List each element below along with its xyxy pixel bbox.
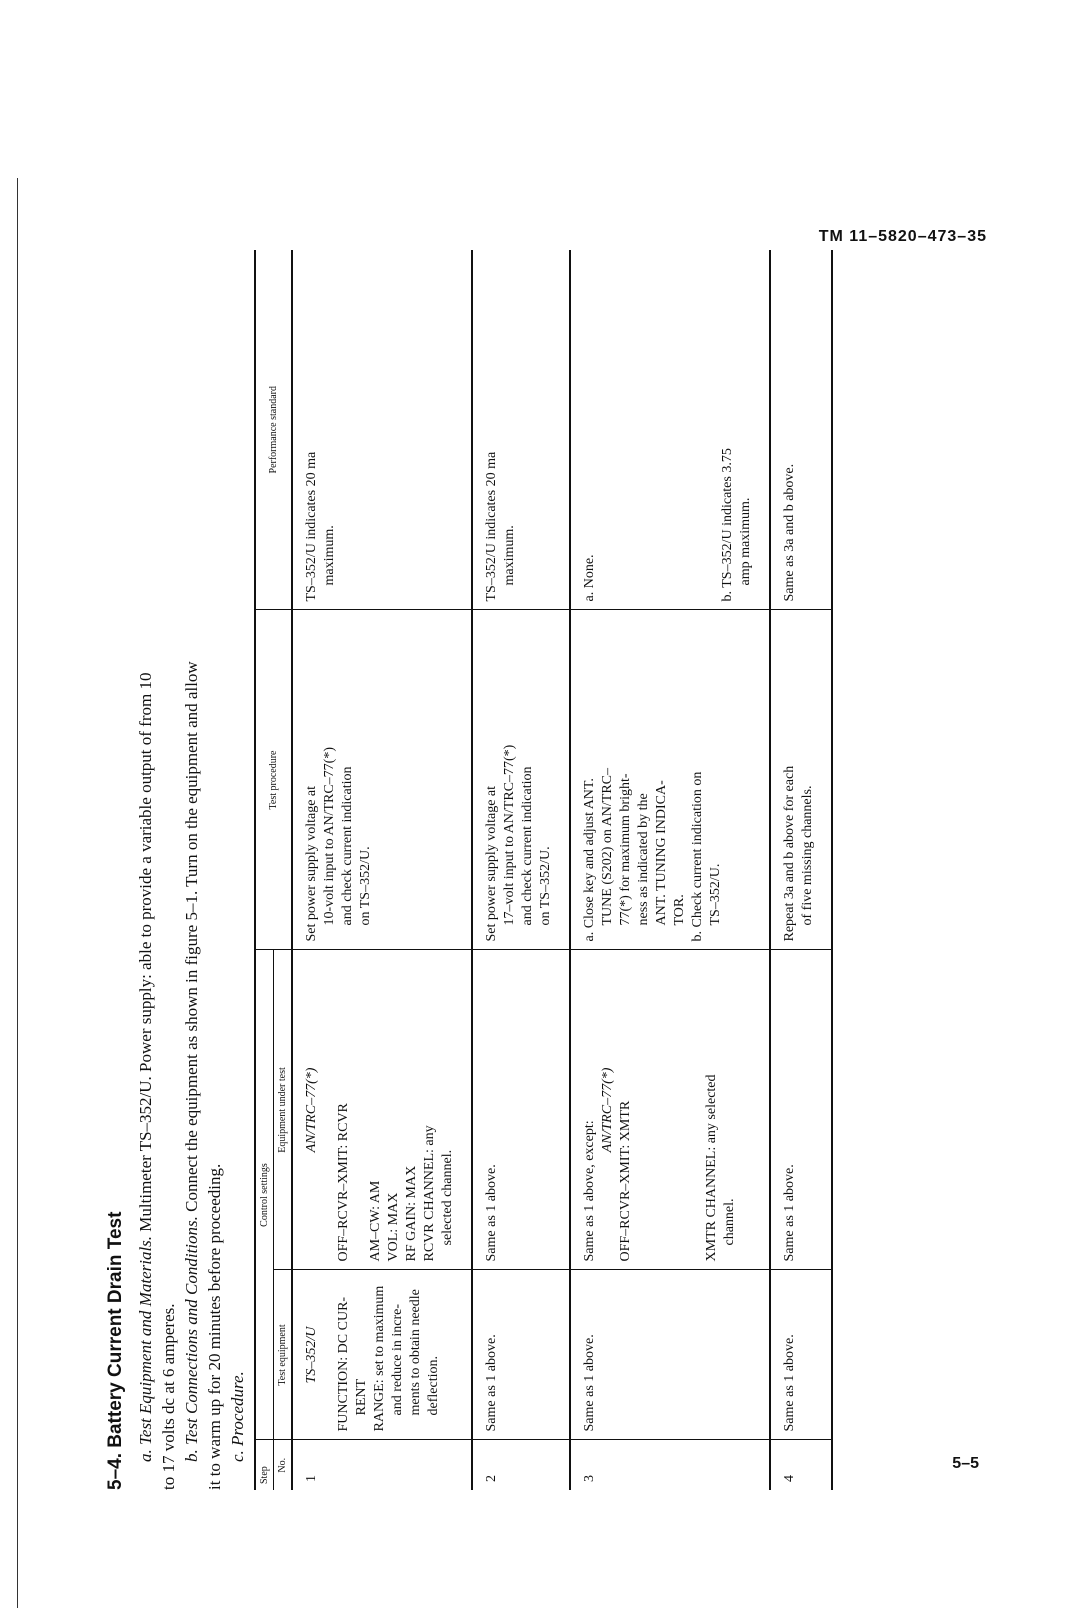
header-performance-standard: Performance standard [255,250,292,610]
cell-line: RF GAIN: MAX [404,1165,419,1262]
procedure-table [254,250,833,1490]
page-number: 5–5 [952,1455,979,1472]
cell-line: Set power supply voltage at [304,785,319,942]
cell-line: 17–volt input to AN/TRC–77(*) [502,744,517,926]
cell-line: on TS–352/U. [538,846,553,926]
test-procedure-cell [770,610,832,950]
para-b-label: b. Test Connections and Conditions. [182,1216,201,1462]
cell-line: selected channel. [440,1149,455,1246]
cell-line: deflection. [426,1356,441,1416]
para-a [135,240,156,1490]
left-margin-rule [17,178,18,1608]
test-equipment-cell: Same as 1 above. [570,1270,770,1440]
table-row [770,250,832,1490]
header-step: Step [255,1440,274,1490]
para-c: c. Procedure. [228,1371,247,1462]
test-procedure-cell [472,610,570,950]
equipment-under-test-cell: Same as 1 above. [472,950,570,1270]
para-a-text: Multimeter TS–352/U. Power supply: able to provide a variable output of from 10 [136,672,155,1232]
para-b-cont: it to warm up for 20 minutes before proceeding. [205,1163,224,1490]
section-title: 5–4. Battery Current Drain Test [105,1211,126,1490]
cell-line: ments to obtain needle [408,1289,423,1416]
cell-line: RANGE: set to maximum [372,1285,387,1432]
cell-line: channel. [722,1198,737,1246]
step-number: 1 [304,1475,319,1482]
step-number: 2 [484,1475,499,1482]
cell-line: TS–352/U indicates 20 ma [484,451,499,602]
cell-line: b. Check current indication on [690,771,705,942]
cell-line: 10-volt input to AN/TRC–77(*) [322,747,337,926]
test-equipment-cell: Same as 1 above. [472,1270,570,1440]
cell-line: Set power supply voltage at [484,785,499,942]
cell-line: RENT [354,1378,369,1416]
test-equipment-cell [292,1270,472,1440]
para-b-text: Connect the equipment as shown in figure 5–1. Turn on the equipment and allow [182,661,201,1212]
header-control-settings: Control settings [255,950,274,1440]
performance-standard-cell [570,250,770,610]
cell-line: XMTR CHANNEL: any selected [704,1074,719,1262]
cell-line: amp maximum. [738,497,753,586]
test-procedure-cell [292,610,472,950]
cell-line: on TS–352/U. [358,846,373,926]
performance-standard-cell: Same as 3a and b above. [770,250,832,610]
cell-line: RCVR CHANNEL: any [422,1125,437,1262]
cell-line: b. TS–352/U indicates 3.75 [720,448,735,602]
cell-line: Repeat 3a and b above for each [782,765,797,942]
cell-line: TUNE (S202) on AN/TRC– [600,768,615,926]
cell-line: OFF–RCVR–XMIT: XMTR [618,1100,633,1262]
cell-line: and check current indication [520,766,535,926]
cell-line: maximum. [502,525,517,586]
cell-line: AN/TRC–77(*) [600,1067,615,1153]
cell-line: AN/TRC–77(*) [304,1067,319,1153]
para-a-cont: to 17 volts dc at 6 amperes. [159,1303,178,1490]
performance-standard-cell [292,250,472,610]
cell-line: of five missing channels. [800,785,815,926]
cell-line: TS–352/U [304,1326,319,1384]
cell-line: ANT. TUNING INDICA- [654,780,669,926]
cell-line: OFF–RCVR–XMIT: RCVR [336,1103,351,1262]
para-a-label: a. Test Equipment and Materials. [136,1235,155,1462]
cell-line: a. None. [582,554,597,602]
table-row [570,250,770,1490]
cell-line: a. Close key and adjust ANT. [582,778,597,942]
step-number: 4 [782,1475,797,1482]
table-row [292,250,472,1490]
header-equipment-under-test: Equipment under test [274,950,293,1270]
table-row [472,250,570,1490]
cell-line: VOL: MAX [386,1192,401,1262]
cell-line: 77(*) for maximum bright- [618,773,633,926]
cell-line: TS–352/U. [708,863,723,926]
header-test-procedure: Test procedure [255,610,292,950]
cell-line: FUNCTION: DC CUR- [336,1296,351,1432]
cell-line: TS–352/U indicates 20 ma [304,451,319,602]
test-procedure-cell [570,610,770,950]
step-number: 3 [582,1475,597,1482]
equipment-under-test-cell: Same as 1 above. [770,950,832,1270]
equipment-under-test-cell [570,950,770,1270]
header-no: No. [277,1457,288,1473]
cell-line: Same as 1 above, except: [582,1120,597,1262]
cell-line: ness as indicated by the [636,793,651,926]
test-equipment-cell: Same as 1 above. [770,1270,832,1440]
header-test-equipment: Test equipment [274,1270,293,1440]
cell-line: TOR. [672,894,687,926]
performance-standard-cell [472,250,570,610]
document-id: TM 11–5820–473–35 [818,228,987,245]
rotated-page-content [105,240,815,1490]
cell-line: maximum. [322,525,337,586]
equipment-under-test-cell [292,950,472,1270]
cell-line: AM–CW: AM [368,1180,383,1262]
cell-line: and check current indication [340,766,355,926]
para-b [181,240,202,1490]
cell-line: and reduce in incre- [390,1303,405,1416]
